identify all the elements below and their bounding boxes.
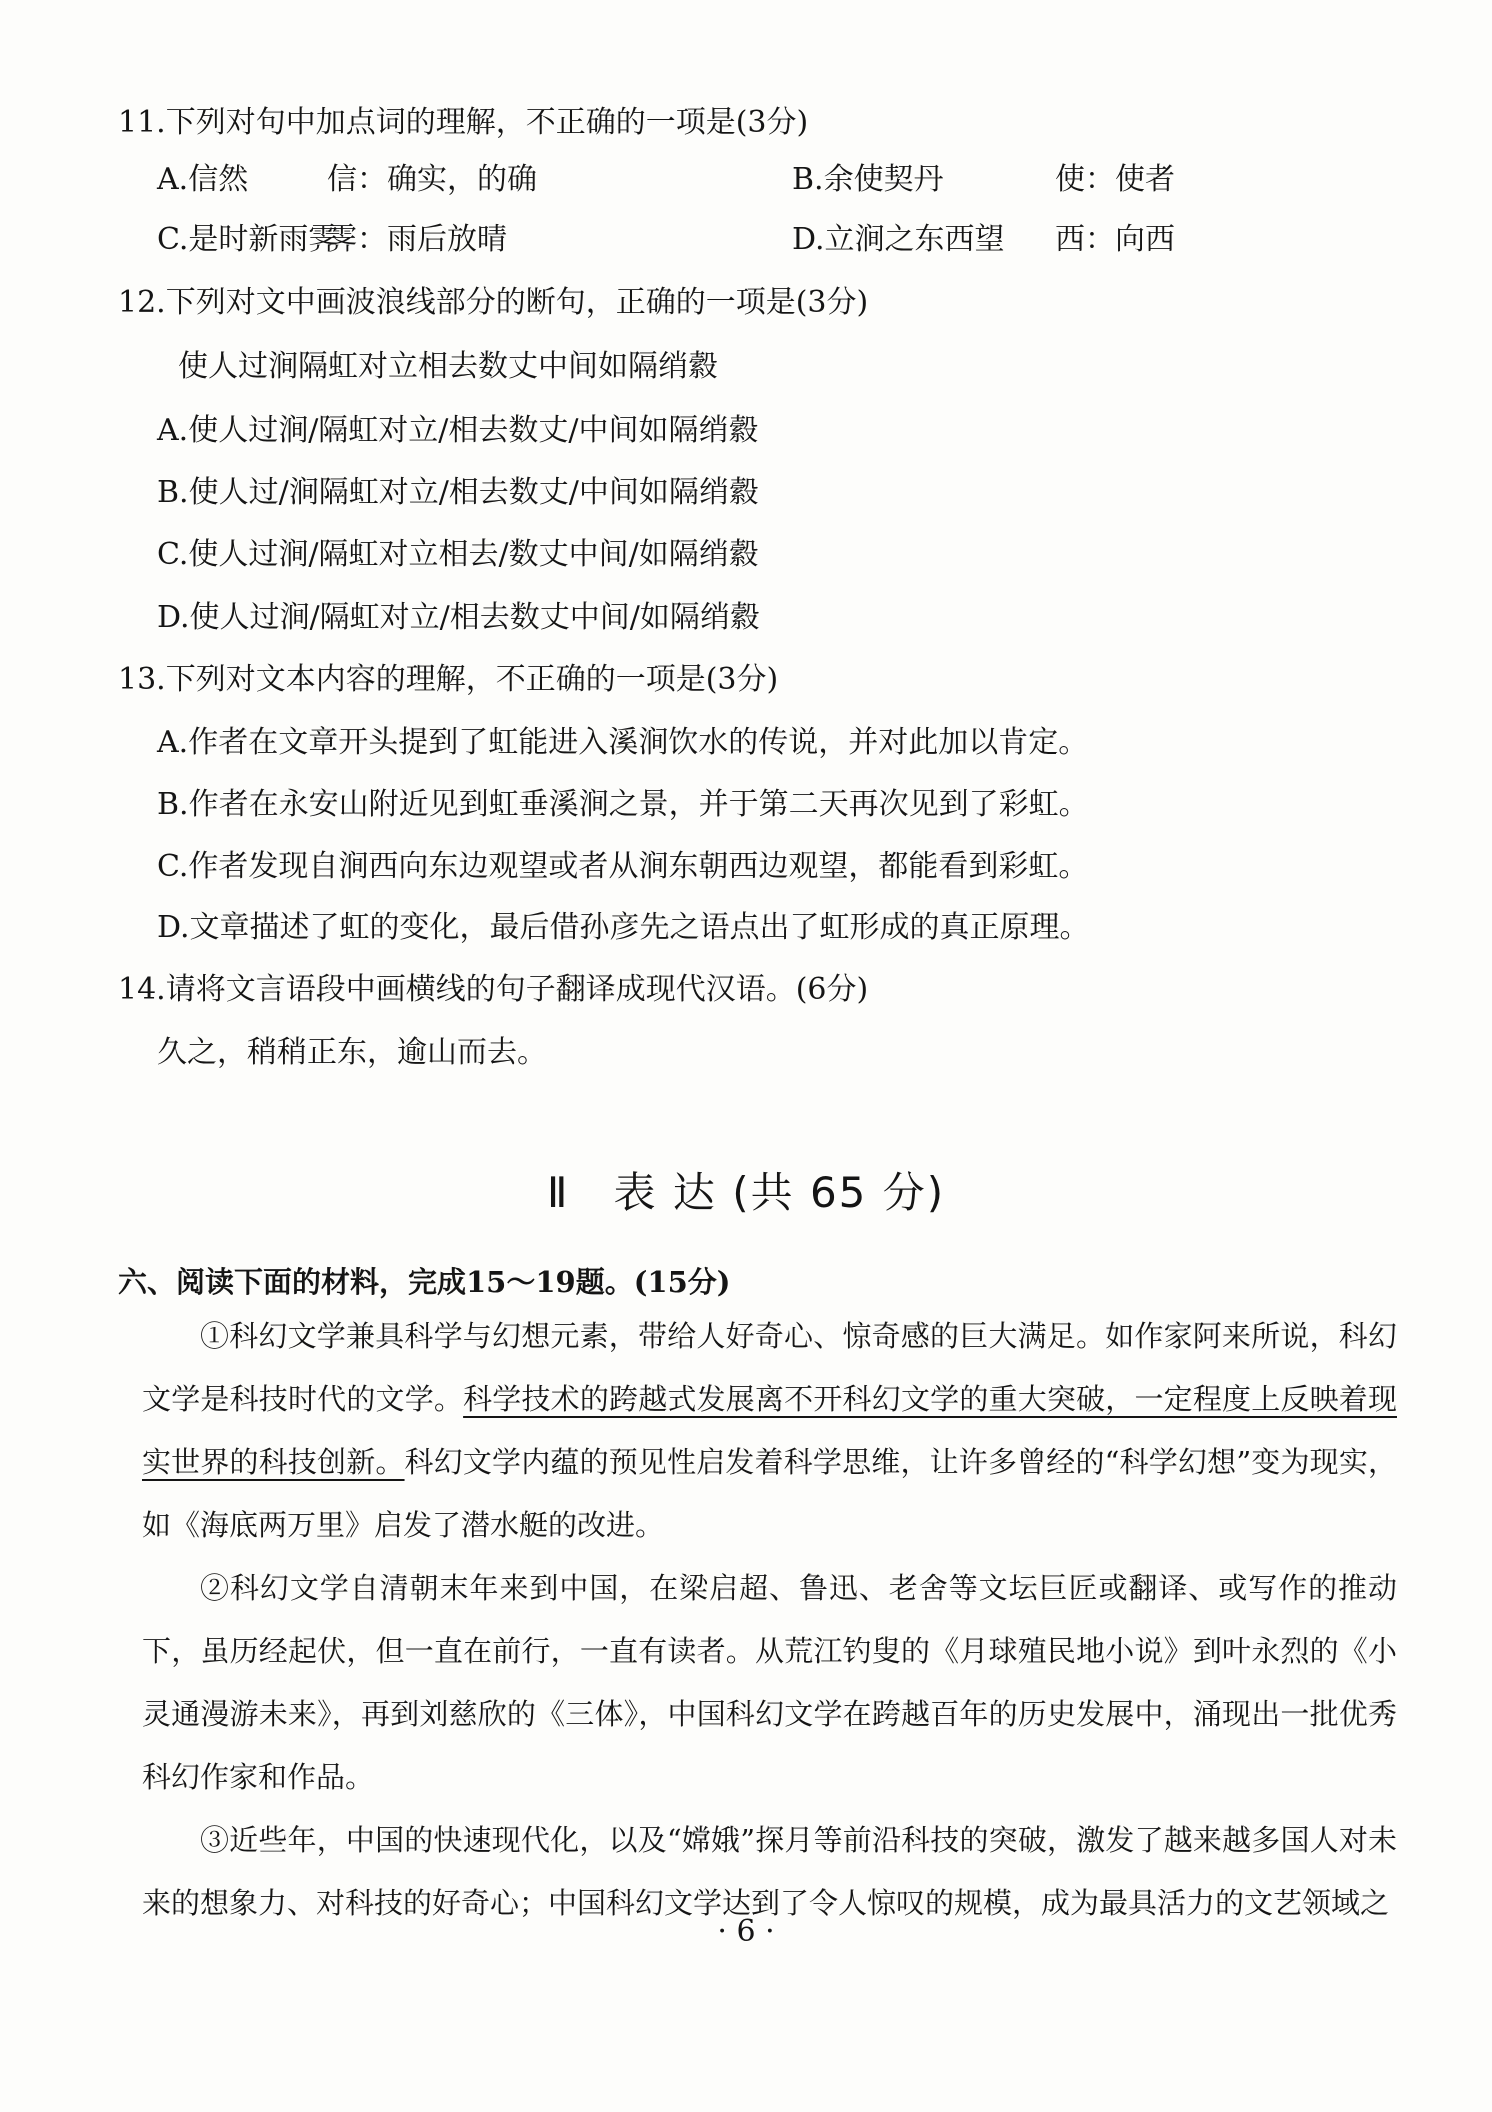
paragraph-1-part-b: 科幻文学内蕴的预见性启发着科学思维，让许多曾经的“科学幻想”变为现实，如《海底两万里》启发了潜水艇的改进。: [142, 1445, 1397, 1542]
q14-stem: 14.请将文言语段中画横线的句子翻译成现代汉语。(6分): [118, 972, 869, 1007]
q12-passage: 使人过涧隔虹对立相去数丈中间如隔绡縠: [178, 349, 718, 384]
q13-option-d: D.文章描述了虹的变化，最后借孙彦先之语点出了虹形成的真正原理。: [157, 910, 1090, 945]
section6-heading: 六、阅读下面的材料，完成15～19题。(15分): [118, 1265, 731, 1299]
q11-option-d: D.立涧之东西望: [792, 222, 1005, 257]
q12-option-b: B.使人过/涧隔虹对立/相去数丈/中间如隔绡縠: [157, 475, 759, 510]
paragraph-1: [142, 1305, 1397, 1557]
q11-option-b-gloss: 使：使者: [1055, 162, 1175, 197]
q12-option-d: D.使人过涧/隔虹对立/相去数丈中间/如隔绡縠: [157, 600, 760, 635]
q11-option-c-gloss: 霁：雨后放晴: [327, 222, 507, 257]
q12-option-a: A.使人过涧/隔虹对立/相去数丈/中间如隔绡縠: [157, 413, 759, 448]
q14-sentence: 久之，稍稍正东，逾山而去。: [157, 1035, 547, 1070]
q11-option-a: A.信然: [157, 162, 249, 197]
q11-option-d-gloss: 西：向西: [1055, 222, 1175, 257]
paragraph-2: ②科幻文学自清朝末年来到中国，在梁启超、鲁迅、老舍等文坛巨匠或翻译、或写作的推动下，虽历经起伏，但一直在前行，一直有读者。从荒江钓叟的《月球殖民地小说》到叶永烈的《小灵通漫游未来》，再到刘慈欣的《三体》，中国科幻文学在跨越百年的历史发展中，涌现出一批优秀科幻作家和作品。: [142, 1571, 1397, 1794]
paragraph-1-underlined: 科学技术的跨越式发展离不开科幻文学的重大突破，一定程度上反映着现实世界的科技创新。: [142, 1382, 1397, 1479]
q13-option-c: C.作者发现自涧西向东边观望或者从涧东朝西边观望，都能看到彩虹。: [157, 849, 1089, 884]
paragraph-1-part-a: ①科幻文学兼具科学与幻想元素，带给人好奇心、惊奇感的巨大满足。如作家阿来所说，科幻文学是科技时代的文学。: [142, 1319, 1397, 1416]
q11-option-c: C.是时新雨霁: [157, 222, 339, 257]
q13-option-b: B.作者在永安山附近见到虹垂溪涧之景，并于第二天再次见到了彩虹。: [157, 787, 1089, 822]
q13-option-a: A.作者在文章开头提到了虹能进入溪涧饮水的传说，并对此加以肯定。: [157, 725, 1089, 760]
q11-option-b: B.余使契丹: [792, 162, 944, 197]
q12-option-c: C.使人过涧/隔虹对立相去/数丈中间/如隔绡縠: [157, 537, 759, 572]
q13-stem: 13.下列对文本内容的理解，不正确的一项是(3分): [118, 662, 779, 697]
section6-passage: [142, 1305, 1397, 1935]
q12-stem: 12.下列对文中画波浪线部分的断句，正确的一项是(3分): [118, 285, 869, 320]
q11-stem: 11.下列对句中加点词的理解，不正确的一项是(3分): [118, 105, 809, 140]
paragraph-3: ③近些年，中国的快速现代化，以及“嫦娥”探月等前沿科技的突破，激发了越来越多国人对未来的想象力、对科技的好奇心；中国科幻文学达到了令人惊叹的规模，成为最具活力的文艺领域之: [142, 1823, 1397, 1920]
section-title: Ⅱ 表 达 (共 65 分): [546, 1168, 946, 1217]
page-number: · 6 ·: [717, 1914, 775, 1949]
q11-option-a-gloss: 信：确实，的确: [327, 162, 537, 197]
